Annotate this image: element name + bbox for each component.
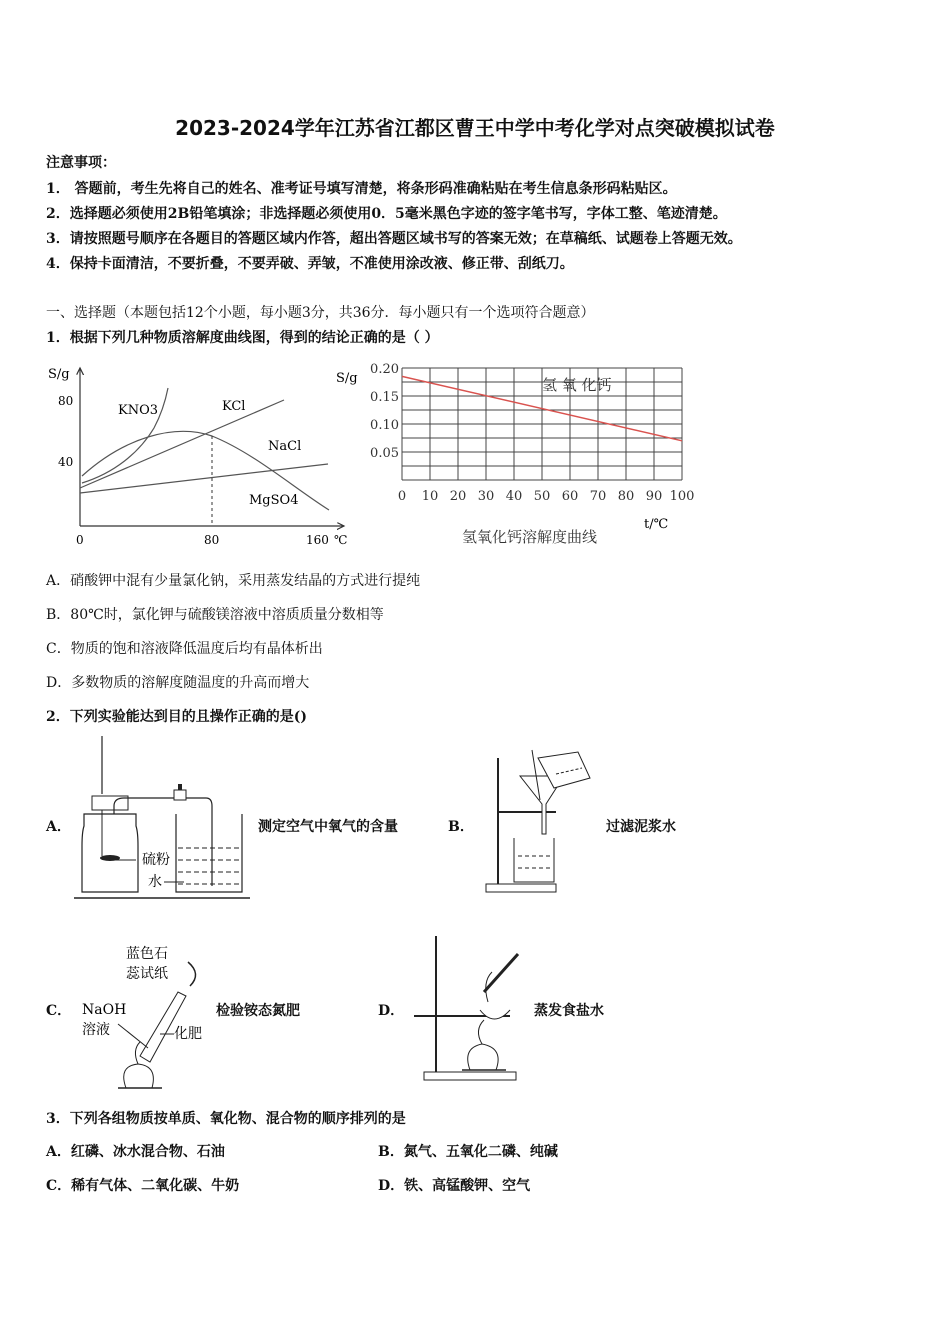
q2-option-d-caption: 蒸发食盐水 [534,1003,604,1019]
label-fertilizer: 化肥 [174,1026,202,1042]
x-tick-label: 70 [589,489,607,504]
solubility-chart [44,358,359,553]
ammonium-test-figure [78,938,216,1090]
q1-option-b: B．80℃时，氯化钾与硫酸镁溶液中溶质质量分数相等 [46,607,384,623]
x-axis-unit: ℃ [334,533,348,547]
evaporation-figure [414,932,534,1084]
chart-title: 氢氧化钙溶解度曲线 [462,528,598,546]
q2-option-c-caption: 检验铵态氮肥 [216,1003,300,1019]
q1-option-d: D．多数物质的溶解度随温度的升高而增大 [46,675,310,691]
notice-heading: 注意事项： [46,155,116,171]
q2-option-b-caption: 过滤泥浆水 [606,819,676,835]
q2-option-a-label: A． [46,819,71,835]
filtration-figure [478,748,608,898]
q2-option-b-label: B． [448,819,474,835]
x-tick-label: 60 [561,489,579,504]
x-tick-label: 0 [397,489,407,504]
y-tick: 40 [58,455,74,469]
q3-option-d: D．铁、高锰酸钾、空气 [378,1178,531,1194]
series-label-mgso4: MgSO4 [249,493,299,508]
y-tick-label: 0.10 [370,418,399,433]
label-solution: 溶液 [82,1022,110,1038]
page-title: 2023-2024学年江苏省江都区曹王中学中考化学对点突破模拟试卷 [175,116,775,140]
notice-item: 2．选择题必须使用2B铅笔填涂；非选择题必须使用0．5毫米黑色字迹的签字笔书写，字体工整、笔迹清楚。 [46,206,727,222]
x-tick-label: 90 [645,489,663,504]
q2-option-a-caption: 测定空气中氧气的含量 [258,819,398,835]
x-tick-label: 20 [449,489,467,504]
y-tick-label: 0.15 [370,390,399,405]
label-litmus-2: 蕊试纸 [126,966,168,982]
nacl-curve [80,464,328,493]
section-heading: 一、选择题（本题包括12个小题，每小题3分，共36分．每小题只有一个选项符合题意） [46,305,595,321]
notice-item: 3．请按照题号顺序在各题目的答题区域内作答，超出答题区域书写的答案无效；在草稿纸、试题卷上答题无效。 [46,231,742,247]
label-water: 水 [148,874,162,890]
series-label-kno3: KNO3 [118,403,159,418]
x-tick-label: 50 [533,489,551,504]
notice-item: 1． 答题前，考生先将自己的姓名、准考证号填写清楚，将条形码准确粘贴在考生信息条形码粘贴区。 [46,181,677,197]
x-tick-label: 10 [421,489,439,504]
q1-option-c: C．物质的饱和溶液降低温度后均有晶体析出 [46,641,323,657]
question-1-stem: 1．根据下列几种物质溶解度曲线图，得到的结论正确的是（ ） [46,330,439,346]
question-2-stem: 2．下列实验能达到目的且操作正确的是() [46,709,307,725]
legend-label: 氢 氧 化钙 [542,376,612,394]
q1-option-a: A．硝酸钾中混有少量氯化钠，采用蒸发结晶的方式进行提纯 [46,573,421,589]
y-tick: 80 [58,394,74,408]
q3-option-b: B．氮气、五氧化二磷、纯碱 [378,1144,558,1160]
x-tick-label: 100 [669,489,695,504]
x-tick-label: 40 [505,489,523,504]
question-3-stem: 3．下列各组物质按单质、氧化物、混合物的顺序排列的是 [46,1111,406,1127]
series-label-nacl: NaCl [268,439,302,454]
x-tick: 0 [76,533,84,547]
label-litmus-1: 蓝色石 [126,946,168,962]
q3-option-a: A．红磷、冰水混合物、石油 [46,1144,225,1160]
x-axis-label: t/℃ [644,517,669,532]
q2-option-c-label: C． [46,1003,72,1019]
kcl-curve [80,400,284,488]
oxygen-experiment-figure [74,736,254,902]
y-tick-label: 0.20 [370,362,399,377]
q2-option-d-label: D． [378,1003,405,1019]
x-tick-label: 30 [477,489,495,504]
x-tick: 80 [204,533,220,547]
notice-item: 4．保持卡面清洁，不要折叠，不要弄破、弄皱，不准使用涂改液、修正带、刮纸刀。 [46,256,574,272]
y-tick-label: 0.05 [370,446,399,461]
y-axis-label: S/g [48,367,70,382]
calcium-hydroxide-chart [330,356,710,552]
label-sulfur: 硫粉 [142,852,170,868]
series-label-kcl: KCl [222,399,246,414]
x-tick-label: 80 [617,489,635,504]
label-naoh: NaOH [82,1002,127,1018]
q3-option-c: C．稀有气体、二氧化碳、牛奶 [46,1178,240,1194]
x-tick: 160 [306,533,329,547]
y-axis-label: S/g [336,371,358,386]
